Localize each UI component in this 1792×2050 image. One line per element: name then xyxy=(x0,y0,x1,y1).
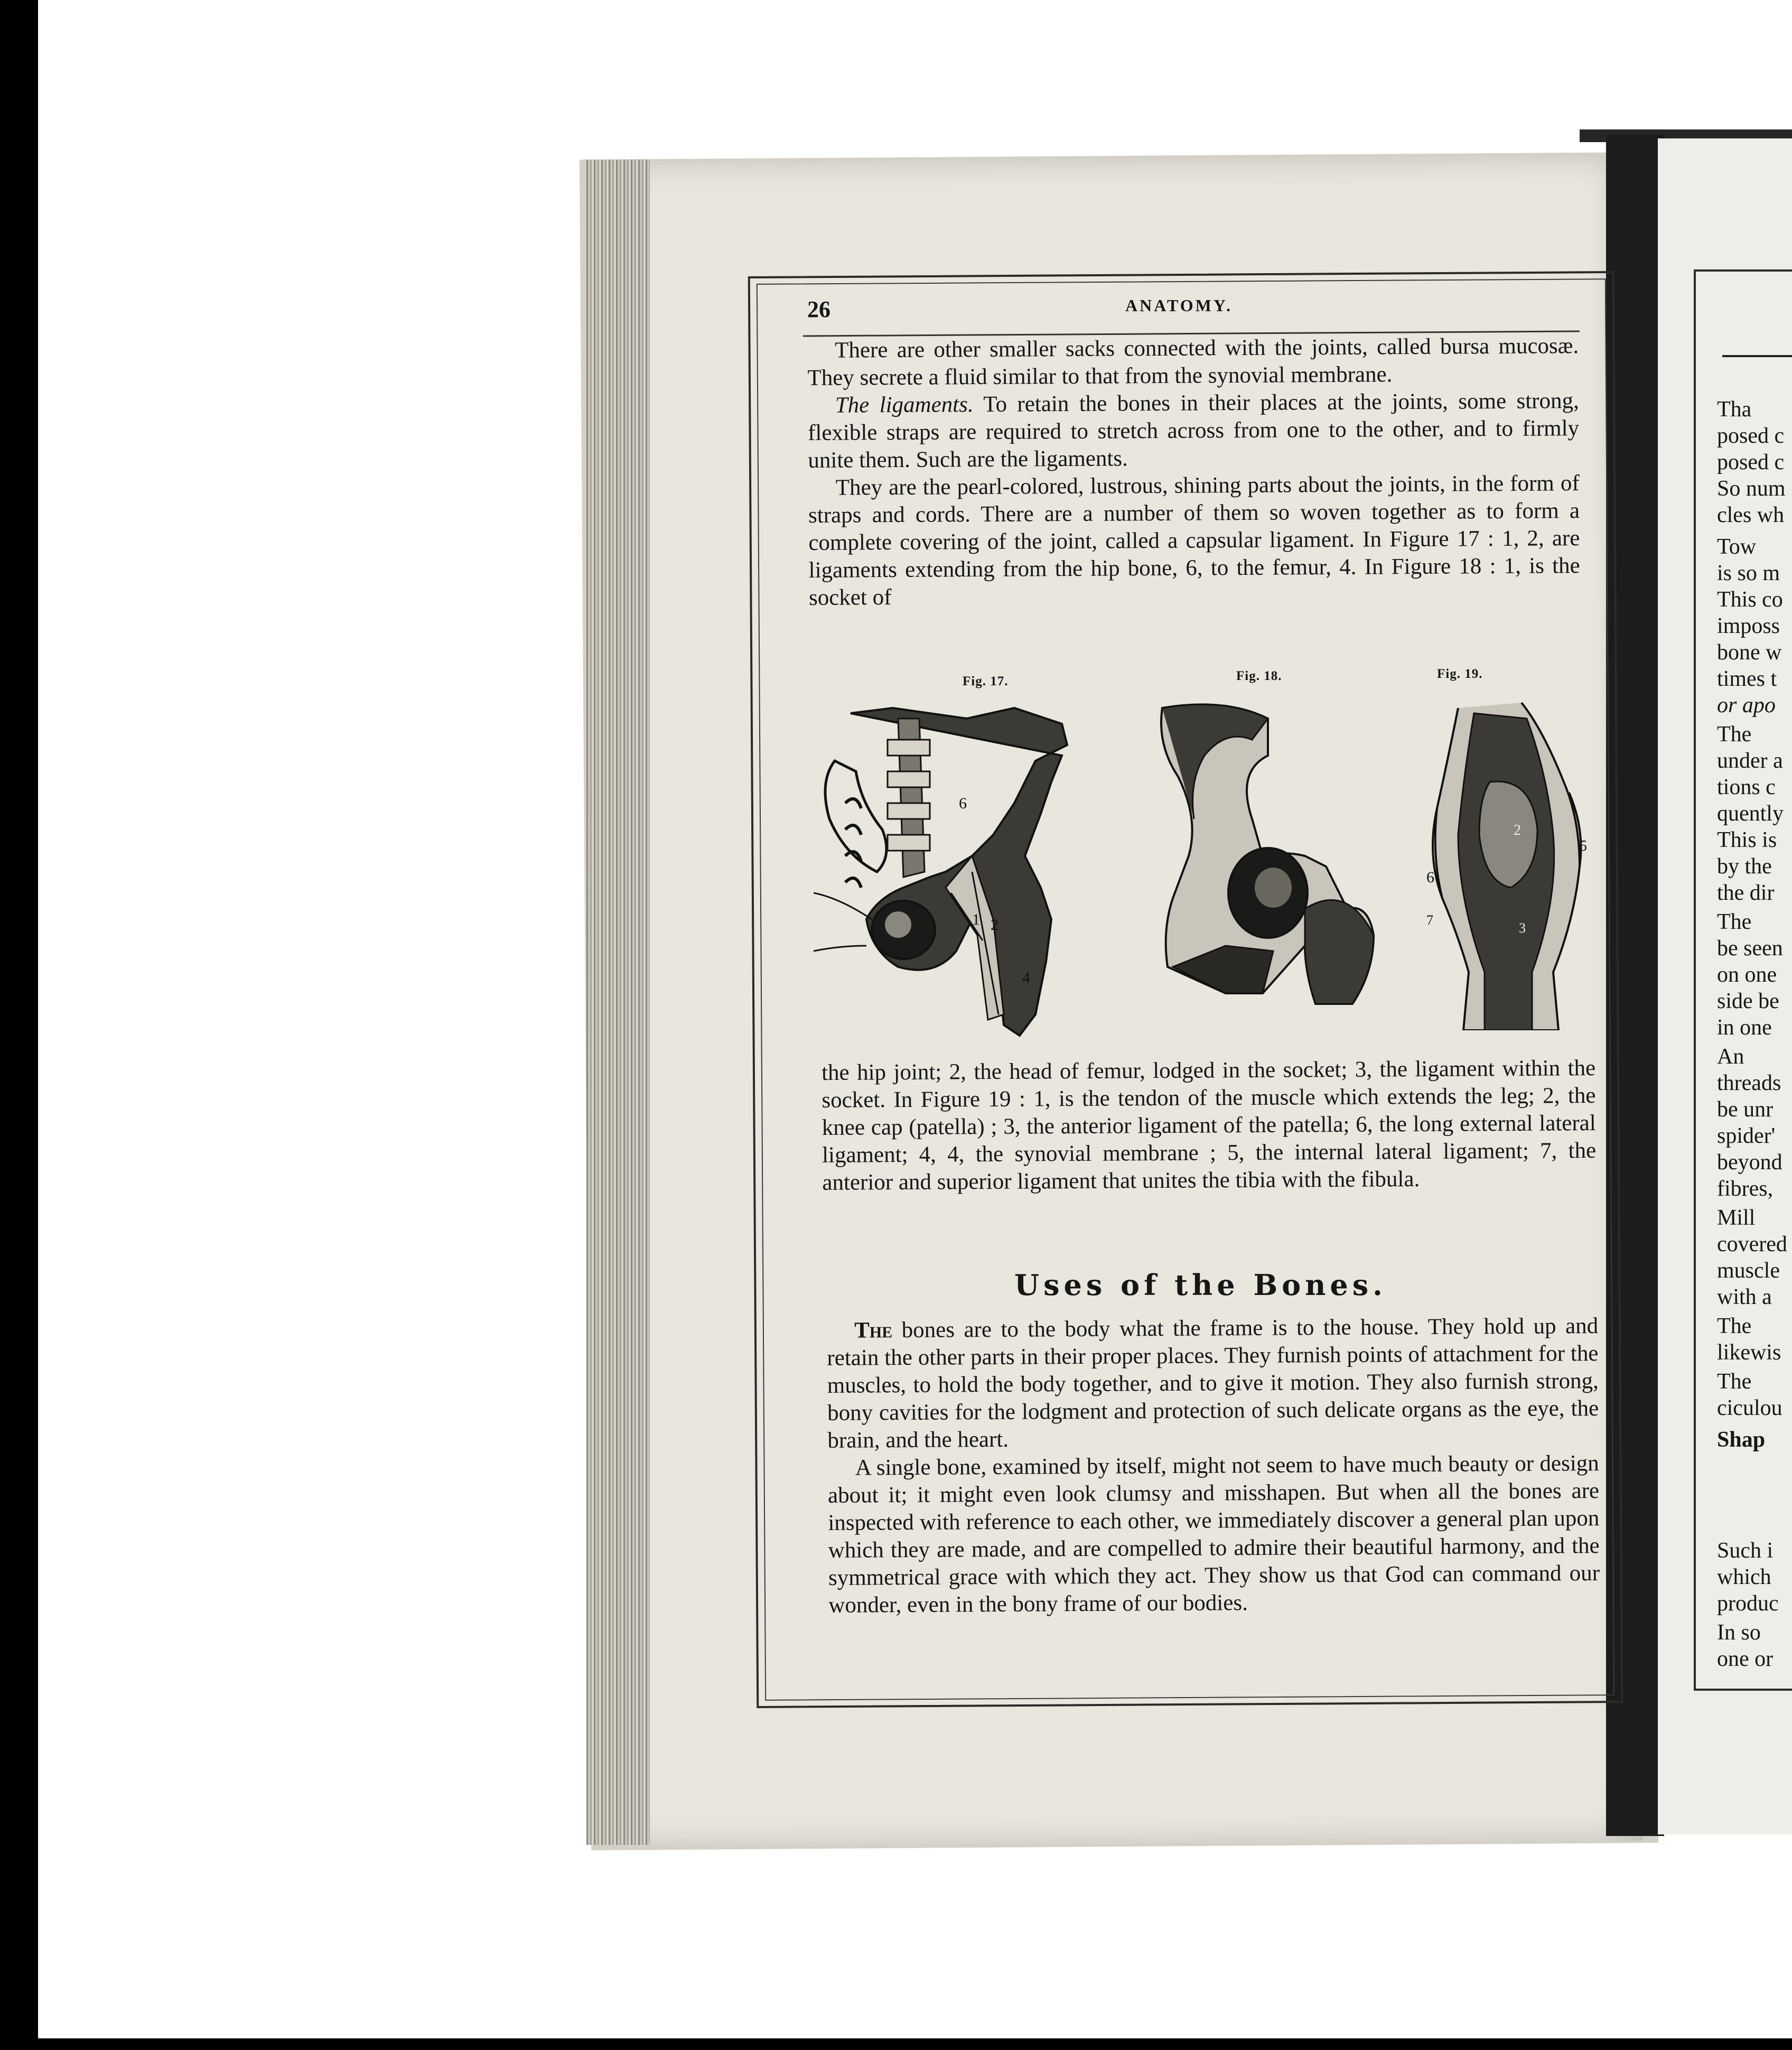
right-page-line: posed c xyxy=(1717,450,1785,474)
page-number: 26 xyxy=(807,296,830,322)
ligaments-text: To retain the bones in their places at the joints, some strong, flexible straps are required to stretch across from one to the other, and to firmly unite them. Such are the ligaments. xyxy=(807,388,1580,473)
fig-19-number-6: 6 xyxy=(1426,869,1434,886)
right-page-line: covered xyxy=(1717,1232,1787,1256)
right-page-line: spider' xyxy=(1717,1124,1776,1148)
fig-19-label: Fig. 19. xyxy=(1437,667,1483,681)
fig-19-number-7: 7 xyxy=(1426,912,1433,928)
fig-17-hip-ligaments xyxy=(814,697,1120,1041)
right-page-line: with a xyxy=(1717,1285,1772,1309)
right-page-line: The xyxy=(1717,1369,1752,1394)
text-block-figure-caption xyxy=(822,1055,1597,1197)
right-page-line: produc xyxy=(1717,1591,1779,1616)
fig-17-label: Fig. 17. xyxy=(963,674,1009,688)
right-page-line: be seen xyxy=(1717,936,1783,961)
right-page-line: on one xyxy=(1717,963,1777,987)
right-page-line: by the xyxy=(1717,854,1772,879)
right-page-line: The xyxy=(1717,722,1752,747)
paragraph-ligaments xyxy=(808,387,1580,474)
right-page-line: likewis xyxy=(1717,1340,1781,1365)
right-page-line: or apo xyxy=(1717,693,1776,718)
text-block-top xyxy=(807,332,1580,612)
paragraph-bursa: There are other smaller sacks connected with the joints, called bursa mucosæ. They secrete a fluid similar to that from the synovial membrane. xyxy=(807,333,1579,390)
right-page-line: which xyxy=(1717,1565,1771,1589)
right-page-line: Tow xyxy=(1717,535,1757,559)
paragraph-lead-word: The xyxy=(854,1318,893,1343)
right-page-line: The xyxy=(1717,910,1752,934)
right-page-line: under a xyxy=(1717,749,1783,773)
right-page-line: This co xyxy=(1717,588,1783,612)
right-page-line: tions c xyxy=(1717,775,1776,799)
fig-19-knee-ligaments xyxy=(1426,697,1590,1030)
right-page-line: is so m xyxy=(1717,561,1780,585)
paragraph-pearl-colored: They are the pearl-colored, lustrous, shining parts about the joints, in the form of straps and cords. There are a number of them so woven together as to form a complete covering of the joint, called a capsular ligament. In Figure 17 : 1, 2, are ligaments extending from the hip bone, 6, to the femur, 4. In Figure 18 : 1, is the socket of xyxy=(808,471,1580,610)
right-page-line: posed c xyxy=(1717,424,1785,448)
right-page-line: one or xyxy=(1717,1647,1774,1671)
right-page-header-rule xyxy=(1722,355,1792,357)
page-edges xyxy=(586,160,650,1845)
right-page-line: side be xyxy=(1717,989,1779,1013)
fig-19-number-2: 2 xyxy=(1514,822,1521,838)
right-page-line: The xyxy=(1717,1314,1752,1338)
running-head: ANATOMY. xyxy=(1125,296,1233,315)
fig-17-number-2: 2 xyxy=(991,916,998,934)
fig-19-number-3: 3 xyxy=(1519,920,1526,936)
right-page-line: imposs xyxy=(1717,614,1780,638)
right-page-line: bone w xyxy=(1717,640,1782,665)
paragraph-single-bone: A single bone, examined by itself, might not seem to have much beauty or design about it; it might even look clumsy and misshapen. But when all the bones are inspected with reference to each other, we immediately discover a general plan upon which they are made, and are compelled to admire their beautiful harmony, and the symmetrical grace with which they act. They show us that God can command our wonder, even in the bony frame of our bodies. xyxy=(827,1451,1600,1618)
paragraph-bones-frame-text: bones are to the body what the frame is to the house. They hold up and retain the other parts in their proper places. They furnish points of attachment for the muscles, to hold the body together, and to give it motion. They also furnish strong, bony cavities for the lodgment and protection of such delicate organs as the eye, the brain, and the heart. xyxy=(827,1313,1599,1453)
fig-17-number-6: 6 xyxy=(959,795,967,812)
fig-18-hip-joint xyxy=(1146,697,1395,1014)
right-page-line: beyond xyxy=(1717,1150,1782,1175)
right-page-line: An xyxy=(1717,1045,1744,1069)
right-page-line: Shap xyxy=(1717,1428,1766,1452)
right-page-line: Such i xyxy=(1717,1539,1774,1563)
right-page-line: times t xyxy=(1717,667,1777,691)
text-block-uses xyxy=(827,1312,1600,1619)
right-page-line: Mill xyxy=(1717,1206,1756,1230)
paragraph-bones-frame xyxy=(827,1312,1599,1455)
right-page-line: cles wh xyxy=(1717,503,1785,527)
right-page-line: This is xyxy=(1717,828,1777,852)
fig-19-number-5: 5 xyxy=(1580,838,1587,854)
right-page-line: In so xyxy=(1717,1620,1761,1645)
right-page-line: ciculou xyxy=(1717,1396,1782,1420)
fig-18-label: Fig. 18. xyxy=(1236,669,1282,683)
right-page-line: the dir xyxy=(1717,881,1775,905)
right-page-line: quently xyxy=(1717,802,1784,826)
right-page-line: muscle xyxy=(1717,1259,1780,1283)
right-page-line: Tha xyxy=(1717,397,1752,422)
ligaments-heading: The ligaments. xyxy=(835,392,974,418)
scan-border-bottom xyxy=(0,2038,1792,2050)
scan-border-left xyxy=(0,0,38,2050)
fig-17-number-1: 1 xyxy=(972,911,980,928)
right-page-line: fibres, xyxy=(1717,1177,1774,1201)
right-page-line: So num xyxy=(1717,477,1786,501)
fig-17-number-4: 4 xyxy=(1022,969,1030,986)
paragraph-figure-description: the hip joint; 2, the head of femur, lodged in the socket; 3, the ligament within the socket. In Figure 19 : 1, is the tendon of the muscle which extends the leg; 2, the knee cap (patella) ; 3, the anterior ligament of the patella; 6, the long external lateral ligament; 4, 4, the synovial membrane ; 5, the internal lateral ligament; 7, the anterior and superior ligament that unites the tibia with the fibula. xyxy=(822,1056,1597,1195)
right-page-line: threads xyxy=(1717,1071,1781,1095)
section-heading: Uses of the Bones. xyxy=(1014,1268,1387,1302)
right-page-line: be unr xyxy=(1717,1097,1774,1122)
right-page-line: in one xyxy=(1717,1015,1772,1040)
